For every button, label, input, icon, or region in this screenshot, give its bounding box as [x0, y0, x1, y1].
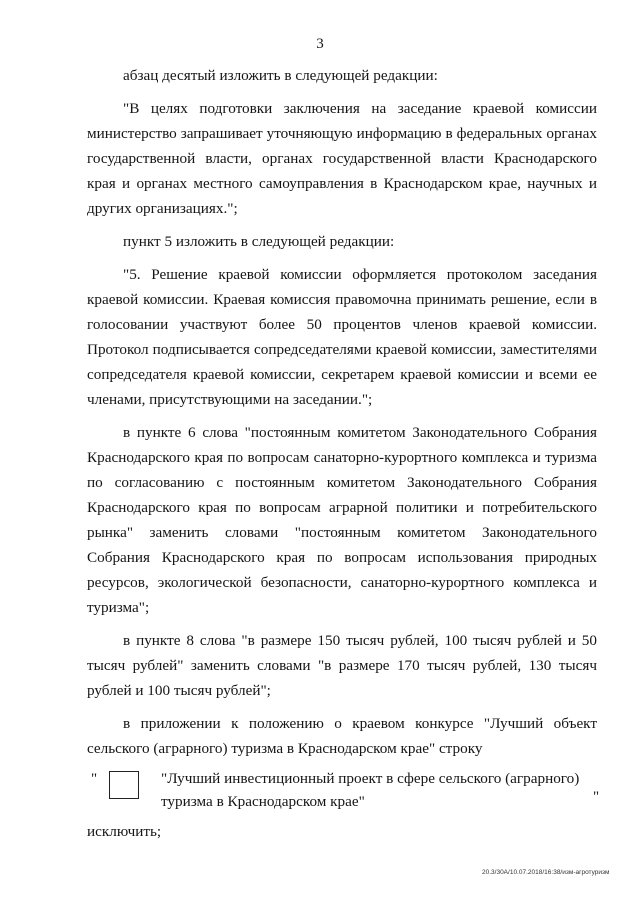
paragraph-5: в пункте 6 слова "постоянным комитетом Законодательного Собрания Краснодарского края по вопросам санаторно-курортного комплекса и туризма по согласованию с постоянным комитетом Законодательного Собрания Краснодарского края по вопросам аграрной политики и потребительского рынка" заменить словами "постоянным комитетом Законодательного Собрания Краснодарского края по вопросам использования природных ресурсов, экологической безопасности, санаторно-курортного комплекса и туризма";: [87, 424, 597, 616]
paragraph-4: "5. Решение краевой комиссии оформляется протоколом заседания краевой комиссии. Краевая комиссия правомочна принимать решение, если в голосовании участвуют более 50 процентов членов краевой комиссии. Протокол подписывается сопредседателями краевой комиссии, заместителями сопредседателя краевой комиссии, секретарем краевой комиссии и всеми ее членами, присутствующими на заседании.";: [87, 266, 597, 408]
excluded-table-row: [87, 767, 600, 817]
paragraph-2: "В целях подготовки заключения на заседание краевой комиссии министерство запрашивает уточняющую информацию в федеральных органах государственной власти, органах государственной власти Краснодарского края и органах местного самоуправления в Краснодарском крае, научных и других организациях.";: [87, 100, 597, 217]
document-body: [87, 63, 600, 844]
page-number: 3: [316, 36, 324, 52]
footer-stamp: 20.3/30А/10.07.2018/16:38/изм-агротуризм: [482, 869, 610, 876]
table-cell-box: [109, 771, 139, 799]
close-quote: ": [593, 789, 600, 805]
paragraph-6: в пункте 8 слова "в размере 150 тысяч рублей, 100 тысяч рублей и 50 тысяч рублей" заменить словами "в размере 170 тысяч рублей, 130 тысяч рублей и 100 тысяч рублей";: [87, 632, 597, 699]
paragraph-7: в приложении к положению о краевом конкурсе "Лучший объект сельского (аграрного) туризма в Краснодарском крае" строку: [87, 715, 597, 757]
paragraph-1: абзац десятый изложить в следующей редакции:: [123, 67, 438, 84]
paragraph-3: пункт 5 изложить в следующей редакции:: [123, 233, 395, 250]
table-row-text: "Лучший инвестиционный проект в сфере сельского (аграрного) туризма в Краснодарском крае": [161, 770, 580, 810]
open-quote: ": [91, 771, 98, 787]
closing-line: исключить;: [87, 823, 162, 840]
